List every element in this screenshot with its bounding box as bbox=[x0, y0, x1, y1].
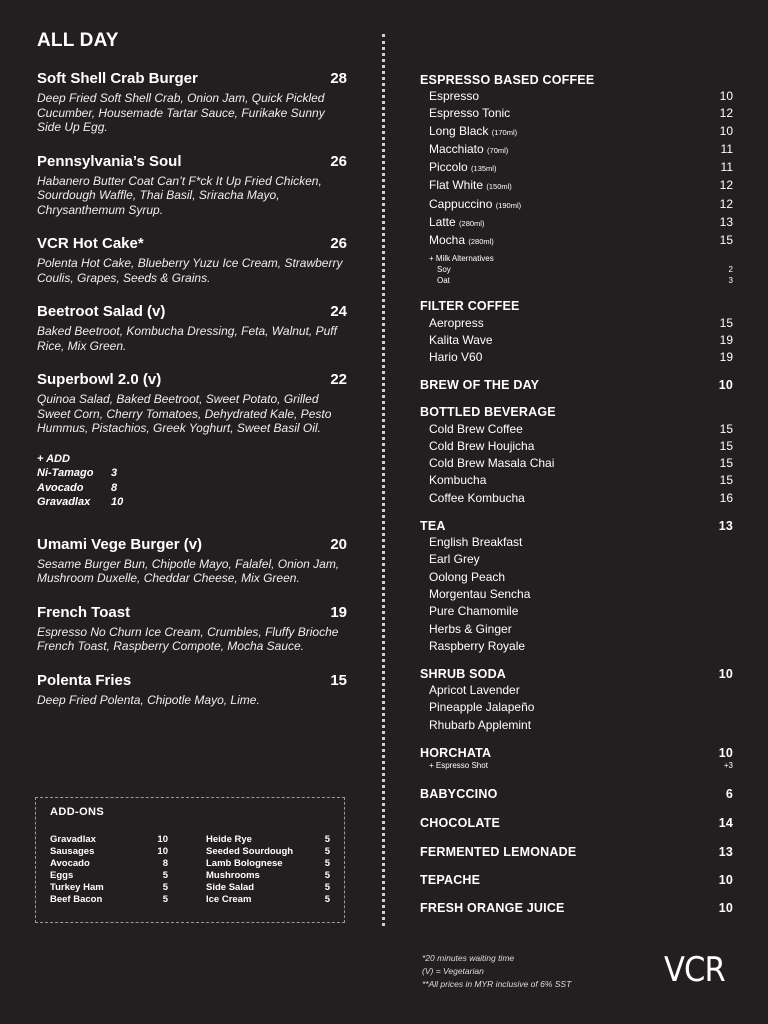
drink-item bbox=[420, 603, 733, 620]
dish-price: 22 bbox=[330, 371, 347, 388]
dish-name: French Toast bbox=[37, 603, 131, 621]
category-shrub bbox=[420, 665, 733, 734]
category-title: BOTTLED BEVERAGE bbox=[420, 405, 556, 420]
addon-name: Gravadlax bbox=[50, 834, 96, 845]
category-price: 10 bbox=[718, 378, 733, 393]
addon-row bbox=[206, 834, 330, 846]
addon-name: Sausages bbox=[50, 846, 95, 857]
drink-name: Apricot Lavender bbox=[429, 683, 520, 698]
addon-price: 5 bbox=[324, 894, 330, 905]
addon-name: Eggs bbox=[50, 870, 74, 881]
footnote: *20 minutes waiting time bbox=[422, 953, 515, 963]
drink-price: 15 bbox=[719, 456, 733, 471]
category-price: 10 bbox=[718, 872, 733, 887]
drink-item bbox=[420, 472, 733, 489]
drink-item bbox=[420, 586, 733, 603]
category-babyccino bbox=[420, 785, 733, 802]
dish-name: VCR Hot Cake* bbox=[37, 235, 144, 252]
addon-name: Heide Rye bbox=[206, 834, 252, 845]
dish-name: Umami Vege Burger (v) bbox=[37, 535, 203, 553]
category-title: BABYCCINO bbox=[420, 786, 498, 801]
drink-price: 11 bbox=[720, 160, 733, 175]
category-chocolate bbox=[420, 814, 733, 831]
drink-name: Macchiato bbox=[429, 141, 484, 156]
addon-price: 5 bbox=[162, 870, 168, 881]
category-title: FERMENTED LEMONADE bbox=[420, 844, 577, 859]
drink-item bbox=[420, 232, 733, 250]
add-item bbox=[37, 495, 347, 510]
dish-price: 15 bbox=[330, 671, 347, 689]
category-title: SHRUB SODA bbox=[420, 666, 507, 681]
addon-row bbox=[206, 894, 330, 906]
drink-name: Pineapple Jalapeño bbox=[429, 700, 535, 715]
addon-price: 5 bbox=[324, 858, 330, 869]
dish-name: Polenta Fries bbox=[37, 671, 132, 689]
category-filter bbox=[420, 298, 733, 367]
drink-price: 15 bbox=[719, 438, 733, 453]
drink-name: Pure Chamomile bbox=[429, 604, 519, 619]
drink-size: (135ml) bbox=[471, 164, 497, 174]
drink-item bbox=[420, 421, 733, 438]
addon-note-price: +3 bbox=[723, 761, 733, 771]
drink-price: 15 bbox=[719, 473, 733, 488]
drink-price: 13 bbox=[719, 215, 733, 230]
category-espresso bbox=[420, 71, 733, 286]
addon-price: 5 bbox=[324, 834, 330, 845]
add-item-name: Gravadlax bbox=[37, 496, 91, 508]
drink-item bbox=[420, 88, 733, 105]
category-price: 14 bbox=[718, 815, 733, 830]
dotted-divider bbox=[382, 34, 385, 926]
category-tepache bbox=[420, 871, 733, 888]
addon-price: 5 bbox=[324, 846, 330, 857]
dish-description: Espresso No Churn Ice Cream, Crumbles, Fluffy Brioche French Toast, Raspberry Compote, Mocha Sauce. bbox=[37, 624, 339, 653]
category-orange-juice bbox=[420, 899, 733, 916]
dish-description: Deep Fried Polenta, Chipotle Mayo, Lime. bbox=[37, 692, 260, 707]
addon-name: Turkey Ham bbox=[50, 882, 104, 893]
dish-price: 28 bbox=[330, 70, 347, 87]
drink-name: Latte bbox=[429, 215, 456, 230]
addon-row bbox=[50, 894, 168, 906]
dish-name: Beetroot Salad (v) bbox=[37, 303, 166, 320]
add-item bbox=[37, 466, 347, 481]
menu-dish bbox=[37, 672, 347, 708]
footnote: **All prices in MYR inclusive of 6% SST bbox=[422, 979, 572, 989]
addon-row bbox=[206, 858, 330, 870]
drink-size: (150ml) bbox=[486, 182, 512, 192]
drink-item bbox=[420, 177, 733, 195]
addon-note: + Espresso Shot bbox=[429, 761, 488, 771]
drink-item bbox=[420, 159, 733, 177]
drink-price: 10 bbox=[719, 89, 733, 103]
drink-item bbox=[420, 214, 733, 232]
add-item-name: Avocado bbox=[37, 481, 84, 494]
addon-price: 5 bbox=[324, 882, 330, 893]
drink-price: 12 bbox=[719, 178, 733, 193]
category-horchata bbox=[420, 744, 733, 771]
drink-item bbox=[420, 621, 733, 638]
drink-item bbox=[420, 141, 733, 159]
dish-description: Polenta Hot Cake, Blueberry Yuzu Ice Cream, Strawberry Coulis, Grapes, Seeds & Grains. bbox=[37, 256, 343, 285]
drink-item bbox=[420, 551, 733, 568]
addon-price: 10 bbox=[157, 834, 168, 845]
addon-price: 10 bbox=[157, 846, 168, 857]
category-title: BREW OF THE DAY bbox=[420, 378, 540, 393]
addon-row bbox=[206, 870, 330, 882]
category-title: FILTER COFFEE bbox=[420, 299, 520, 314]
dish-price: 24 bbox=[330, 303, 347, 320]
drink-name: Oolong Peach bbox=[429, 569, 506, 584]
drink-item bbox=[420, 455, 733, 472]
category-title: TEPACHE bbox=[420, 872, 481, 887]
addon-row bbox=[50, 834, 168, 846]
addon-price: 8 bbox=[162, 858, 168, 869]
category-lemonade bbox=[420, 843, 733, 860]
drink-name: Herbs & Ginger bbox=[429, 621, 512, 636]
category-price: 10 bbox=[718, 745, 733, 760]
add-extras bbox=[37, 452, 347, 510]
drink-name: Flat White bbox=[429, 178, 484, 193]
drink-size: (280ml) bbox=[459, 219, 485, 229]
dish-price: 26 bbox=[330, 152, 347, 170]
drink-name: English Breakfast bbox=[429, 535, 523, 550]
category-price: 10 bbox=[718, 666, 733, 681]
drink-item bbox=[420, 332, 733, 349]
drink-price: 12 bbox=[719, 196, 733, 211]
addon-name: Seeded Sourdough bbox=[206, 846, 294, 857]
drink-item bbox=[420, 105, 733, 122]
menu-dish bbox=[37, 235, 347, 285]
drink-size: (190ml) bbox=[495, 200, 522, 210]
addon-name: Beef Bacon bbox=[50, 894, 103, 905]
drink-name: Raspberry Royale bbox=[429, 638, 526, 653]
drink-price: 15 bbox=[719, 233, 733, 248]
menu-dish bbox=[37, 153, 347, 218]
category-price: 6 bbox=[725, 786, 733, 801]
dish-name: Soft Shell Crab Burger bbox=[37, 70, 198, 87]
dish-description: Quinoa Salad, Baked Beetroot, Sweet Potato, Grilled Sweet Corn, Cherry Tomatoes, Dehydrated Kale, Pesto Hummus, Pistachios, Greek Yoghurt, Sweet Basil Oil. bbox=[37, 392, 332, 435]
addons-column bbox=[206, 834, 330, 906]
drink-name: Cold Brew Coffee bbox=[429, 421, 523, 436]
milk-name: Oat bbox=[437, 275, 450, 285]
category-bottled bbox=[420, 404, 733, 507]
drink-item bbox=[420, 682, 733, 699]
drink-name: Morgentau Sencha bbox=[429, 586, 531, 601]
drink-price: 19 bbox=[719, 350, 733, 365]
milk-option bbox=[420, 275, 733, 286]
addon-row bbox=[206, 882, 330, 894]
addons-title: ADD-ONS bbox=[50, 806, 105, 818]
milk-price: 3 bbox=[728, 275, 733, 285]
add-title: + ADD bbox=[37, 452, 70, 465]
dish-description: Habanero Butter Coat Can’t F*ck It Up Fried Chicken, Sourdough Waffle, Thai Basil, Sriracha Mayo, Chrysanthemum Syrup. bbox=[37, 173, 322, 217]
category-title: FRESH ORANGE JUICE bbox=[420, 900, 565, 915]
drink-item bbox=[420, 315, 733, 332]
drink-name: Earl Grey bbox=[429, 552, 480, 567]
drink-price: 15 bbox=[719, 315, 733, 330]
addon-name: Avocado bbox=[50, 858, 90, 869]
drink-item bbox=[420, 699, 733, 716]
menu-dish bbox=[37, 70, 347, 135]
drink-price: 10 bbox=[719, 123, 733, 138]
drink-name: Cold Brew Houjicha bbox=[429, 438, 535, 453]
addon-row bbox=[50, 882, 168, 894]
category-price: 13 bbox=[718, 518, 733, 533]
addon-row bbox=[50, 870, 168, 882]
drink-name: Espresso bbox=[429, 89, 480, 103]
drink-name: Mocha bbox=[429, 233, 466, 248]
drink-size: (170ml) bbox=[491, 127, 518, 137]
addon-row bbox=[50, 846, 168, 858]
addon-price: 5 bbox=[162, 882, 168, 893]
drink-name: Kalita Wave bbox=[429, 332, 493, 347]
addon-name: Side Salad bbox=[206, 882, 255, 893]
horchata-addon bbox=[420, 761, 733, 771]
dish-price: 26 bbox=[330, 235, 347, 252]
addons-column bbox=[50, 834, 168, 906]
section-title: ALL DAY bbox=[37, 30, 119, 51]
all-day-column bbox=[37, 30, 347, 725]
category-brew bbox=[420, 377, 733, 394]
add-item-price: 8 bbox=[111, 481, 118, 494]
drink-price: 19 bbox=[719, 332, 733, 347]
drink-price: 16 bbox=[719, 490, 733, 505]
footnotes bbox=[422, 952, 571, 991]
addon-price: 5 bbox=[324, 870, 330, 881]
drink-item bbox=[420, 438, 733, 455]
dish-name: Pennsylvania’s Soul bbox=[37, 152, 182, 170]
drink-item bbox=[420, 534, 733, 551]
drink-size: (280ml) bbox=[468, 237, 494, 247]
drink-name: Hario V60 bbox=[429, 350, 483, 365]
milk-name: Soy bbox=[437, 264, 451, 274]
add-item bbox=[37, 481, 347, 496]
addon-row bbox=[50, 858, 168, 870]
addon-name: Lamb Bolognese bbox=[206, 858, 283, 869]
drink-size: (70ml) bbox=[487, 145, 509, 155]
addon-name: Mushrooms bbox=[206, 870, 260, 881]
drink-name: Cappuccino bbox=[429, 196, 493, 211]
menu-dish bbox=[37, 303, 347, 353]
drink-item bbox=[420, 569, 733, 586]
drink-name: Piccolo bbox=[429, 160, 468, 175]
drink-item bbox=[420, 123, 733, 141]
dish-description: Baked Beetroot, Kombucha Dressing, Feta, Walnut, Puff Rice, Mix Green. bbox=[37, 324, 337, 353]
category-price: 13 bbox=[718, 844, 733, 859]
menu-dish bbox=[37, 371, 347, 510]
drink-item bbox=[420, 638, 733, 655]
addon-price: 5 bbox=[162, 894, 168, 905]
dish-description: Deep Fried Soft Shell Crab, Onion Jam, Quick Pickled Cucumber, Housemade Tartar Sauce, Furikake Sunny Side Up Egg. bbox=[37, 91, 325, 134]
menu-dish bbox=[37, 536, 347, 586]
dish-price: 19 bbox=[330, 603, 347, 621]
drink-name: Coffee Kombucha bbox=[429, 490, 525, 505]
add-item-price: 10 bbox=[111, 496, 124, 508]
drink-name: Long Black bbox=[429, 123, 489, 138]
drinks-column bbox=[420, 71, 733, 926]
add-item-price: 3 bbox=[111, 467, 118, 479]
drink-price: 12 bbox=[719, 106, 733, 121]
addons-box bbox=[35, 797, 345, 923]
addon-name: Ice Cream bbox=[206, 894, 252, 905]
category-price: 10 bbox=[718, 900, 733, 915]
category-title: CHOCOLATE bbox=[420, 815, 501, 830]
drink-name: Espresso Tonic bbox=[429, 106, 511, 121]
drink-name: Cold Brew Masala Chai bbox=[429, 456, 555, 471]
milk-price: 2 bbox=[728, 264, 733, 274]
dish-price: 20 bbox=[330, 535, 347, 553]
drink-price: 11 bbox=[720, 141, 733, 156]
menu-dish bbox=[37, 604, 347, 654]
milk-alternatives-label: + Milk Alternatives bbox=[429, 253, 494, 263]
drink-price: 15 bbox=[719, 421, 733, 436]
drink-name: Aeropress bbox=[429, 315, 484, 330]
milk-option bbox=[420, 264, 733, 275]
footnote: (V) = Vegetarian bbox=[422, 966, 484, 976]
dish-name: Superbowl 2.0 (v) bbox=[37, 371, 162, 388]
drink-item bbox=[420, 196, 733, 214]
category-title: HORCHATA bbox=[420, 745, 492, 760]
dish-description: Sesame Burger Bun, Chipotle Mayo, Falafel, Onion Jam, Mushroom Duxelle, Cheddar Cheese, Mix Green. bbox=[37, 556, 340, 585]
category-title: TEA bbox=[420, 518, 446, 533]
category-tea bbox=[420, 517, 733, 655]
drink-item bbox=[420, 717, 733, 734]
drink-item bbox=[420, 490, 733, 507]
drink-name: Rhubarb Applemint bbox=[429, 717, 532, 732]
category-title: ESPRESSO BASED COFFEE bbox=[420, 72, 595, 87]
vcr-logo: VCR bbox=[664, 950, 725, 990]
add-item-name: Ni-Tamago bbox=[37, 467, 94, 479]
addon-row bbox=[206, 846, 330, 858]
drink-item bbox=[420, 349, 733, 366]
drink-name: Kombucha bbox=[429, 473, 487, 488]
